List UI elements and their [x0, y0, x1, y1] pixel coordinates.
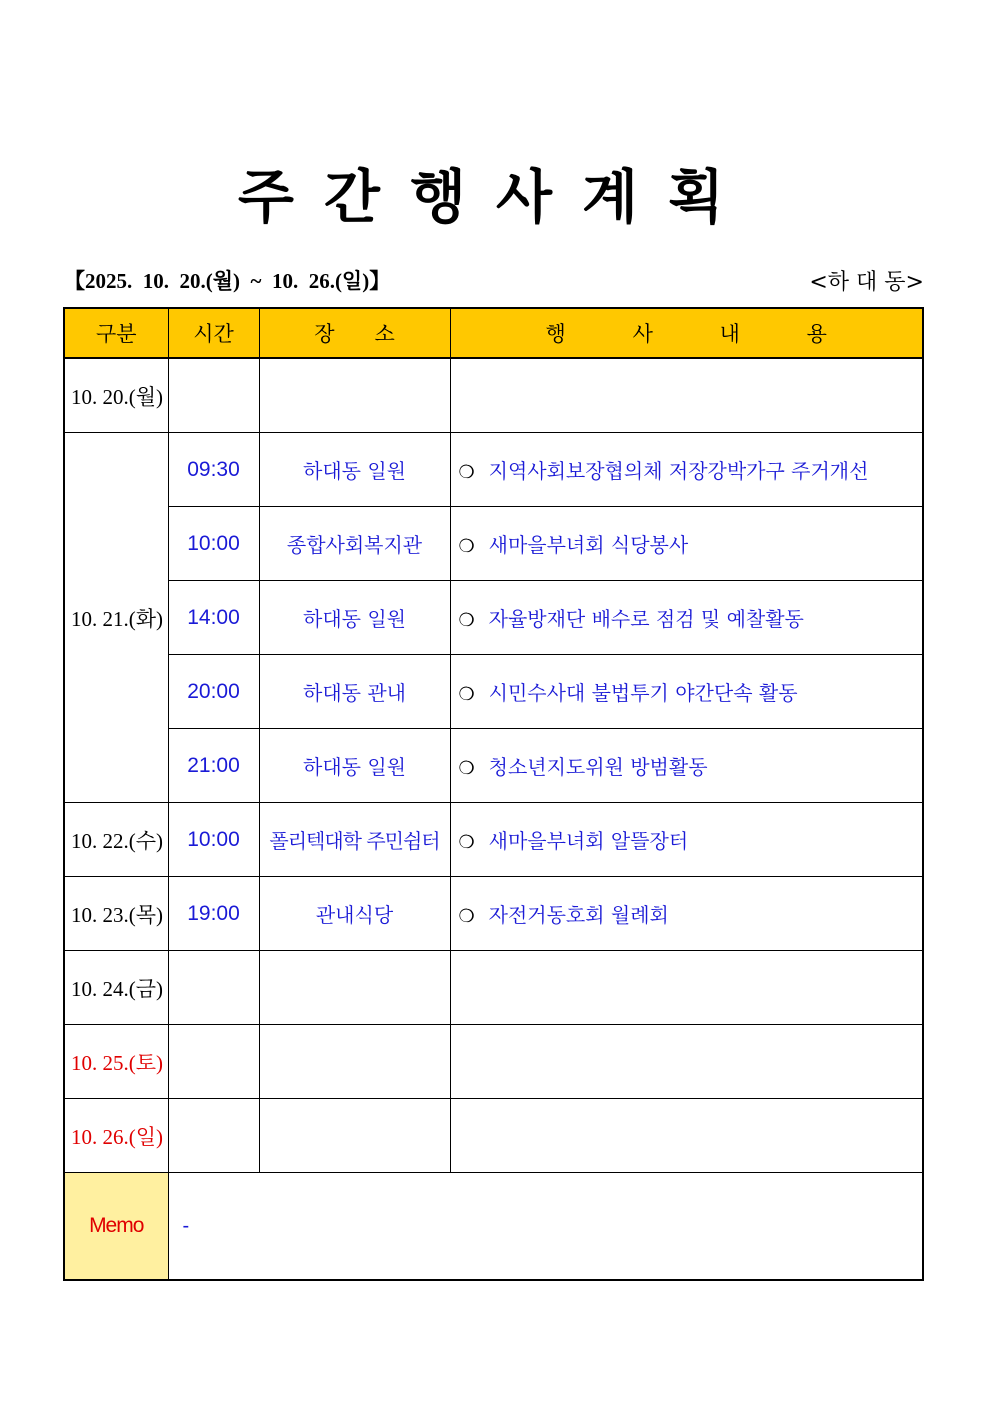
- content-cell: [450, 803, 923, 877]
- table-row: [64, 433, 923, 507]
- place-cell: 폴리텍대학 주민쉼터: [259, 803, 450, 877]
- time-cell: 21:00: [168, 729, 259, 803]
- time-cell: [168, 1025, 259, 1099]
- bullet-icon: ❍: [458, 684, 475, 705]
- table-row: [64, 1099, 923, 1173]
- table-row: [64, 951, 923, 1025]
- place-cell: [259, 358, 450, 433]
- column-header-time: 시간: [168, 308, 259, 358]
- column-header-content: 행 사 내 용: [450, 308, 923, 358]
- table-row: [64, 655, 923, 729]
- bullet-icon: ❍: [458, 832, 475, 853]
- table-row: [64, 358, 923, 433]
- event-content: 새마을부녀회 식당봉사: [488, 533, 689, 557]
- place-cell: 종합사회복지관: [259, 507, 450, 581]
- column-header-category: 구분: [64, 308, 168, 358]
- place-cell: 하대동 일원: [259, 729, 450, 803]
- content-cell: [450, 655, 923, 729]
- place-cell: 하대동 관내: [259, 655, 450, 729]
- bullet-icon: ❍: [458, 758, 475, 779]
- time-cell: [168, 951, 259, 1025]
- memo-row: [64, 1173, 923, 1281]
- day-date: 10. 25.(토): [64, 1025, 168, 1099]
- event-content: 자율방재단 배수로 점검 및 예찰활동: [488, 607, 804, 631]
- time-cell: 10:00: [168, 507, 259, 581]
- memo-label: Memo: [64, 1173, 168, 1281]
- time-cell: [168, 358, 259, 433]
- time-cell: 09:30: [168, 433, 259, 507]
- event-content: 시민수사대 불법투기 야간단속 활동: [488, 681, 798, 705]
- place-cell: [259, 951, 450, 1025]
- day-date: 10. 26.(일): [64, 1099, 168, 1173]
- time-cell: 20:00: [168, 655, 259, 729]
- bullet-icon: ❍: [458, 536, 475, 557]
- schedule-table: [63, 307, 924, 1281]
- table-header-row: [64, 308, 923, 358]
- event-content: 청소년지도위원 방범활동: [488, 755, 708, 779]
- place-cell: 관내식당: [259, 877, 450, 951]
- department-name: <하 대 동>: [809, 270, 924, 295]
- day-date: 10. 24.(금): [64, 951, 168, 1025]
- content-cell: [450, 951, 923, 1025]
- table-row: [64, 1025, 923, 1099]
- place-cell: 하대동 일원: [259, 433, 450, 507]
- time-cell: [168, 1099, 259, 1173]
- content-cell: [450, 433, 923, 507]
- event-content: 지역사회보장협의체 저장강박가구 주거개선: [488, 459, 869, 483]
- date-range: 【2025. 10. 20.(월) ~ 10. 26.(일)】: [64, 269, 391, 293]
- bullet-icon: ❍: [458, 906, 475, 927]
- page-title: 주간행사계획: [237, 163, 755, 231]
- bullet-icon: ❍: [458, 462, 475, 483]
- content-cell: [450, 1025, 923, 1099]
- place-cell: [259, 1025, 450, 1099]
- day-date: 10. 20.(월): [64, 358, 168, 433]
- day-date: 10. 22.(수): [64, 803, 168, 877]
- bullet-icon: ❍: [458, 610, 475, 631]
- column-header-place: 장 소: [259, 308, 450, 358]
- table-row: [64, 803, 923, 877]
- content-cell: [450, 581, 923, 655]
- day-date: 10. 21.(화): [64, 433, 168, 803]
- table-row: [64, 581, 923, 655]
- table-row: [64, 729, 923, 803]
- table-row: [64, 507, 923, 581]
- content-cell: [450, 507, 923, 581]
- event-content: 새마을부녀회 알뜰장터: [488, 829, 689, 853]
- time-cell: 19:00: [168, 877, 259, 951]
- memo-text: -: [168, 1173, 923, 1281]
- day-date: 10. 23.(목): [64, 877, 168, 951]
- table-row: [64, 877, 923, 951]
- place-cell: [259, 1099, 450, 1173]
- time-cell: 10:00: [168, 803, 259, 877]
- content-cell: [450, 358, 923, 433]
- content-cell: [450, 877, 923, 951]
- place-cell: 하대동 일원: [259, 581, 450, 655]
- event-content: 자전거동호회 월례회: [488, 903, 669, 927]
- content-cell: [450, 729, 923, 803]
- time-cell: 14:00: [168, 581, 259, 655]
- content-cell: [450, 1099, 923, 1173]
